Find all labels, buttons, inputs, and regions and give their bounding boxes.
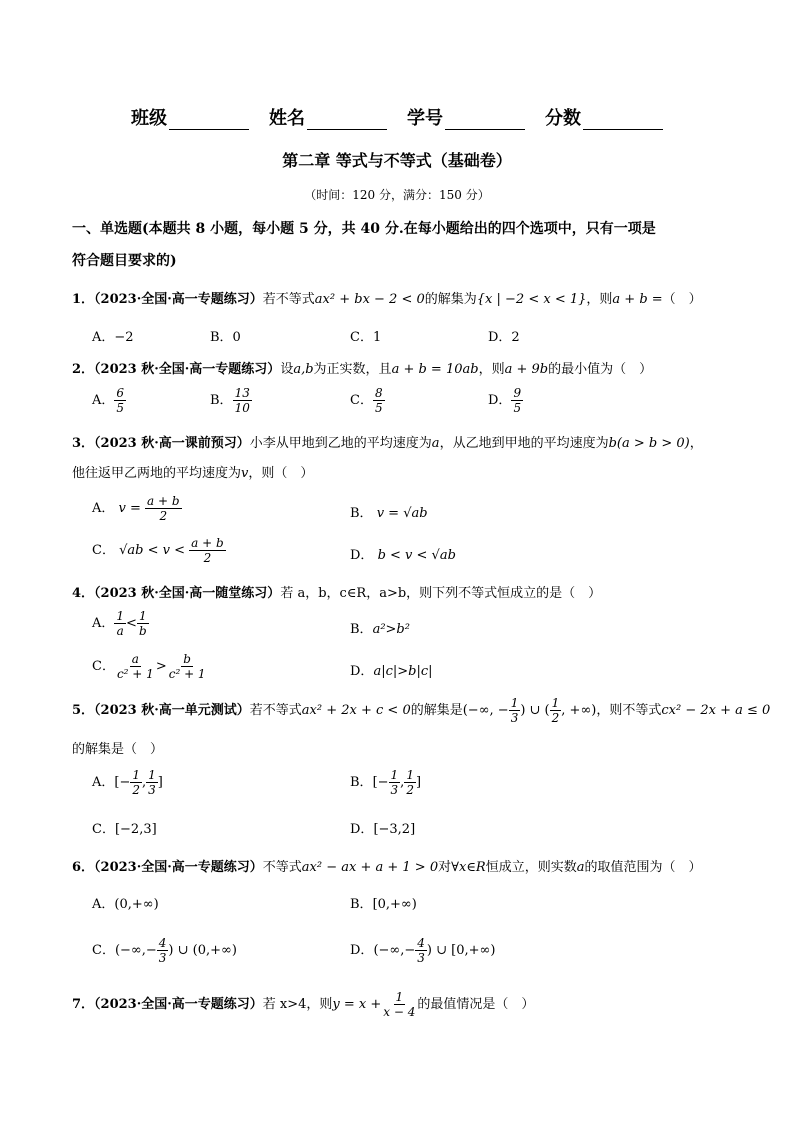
- question-5-cont: 的解集是（ ）: [72, 742, 164, 757]
- question-6: 6．（2023·全国·高一专题练习）不等式ax² − ax + a + 1 > 0对∀x∈R恒成立，则实数a的取值范围为（ ）: [72, 860, 702, 875]
- question-source: （2023 秋·高一单元测试）: [94, 703, 250, 718]
- q4-option-d[interactable]: D．a|c|>b|c|: [350, 664, 433, 679]
- student-id-field[interactable]: [407, 104, 525, 130]
- name-field[interactable]: [269, 104, 387, 130]
- question-source: （2023·全国·高一专题练习）: [94, 997, 263, 1012]
- q1-option-a[interactable]: A．−2: [92, 330, 134, 345]
- q6-option-c[interactable]: C．(−∞,− $\frac{4}{3}$ ) ∪ (0,+∞): [92, 936, 237, 965]
- question-source: （2023 秋·高一课前预习）: [94, 436, 250, 451]
- question-source: （2023 秋·全国·高一专题练习）: [94, 362, 281, 377]
- class-label: 班级: [131, 108, 167, 129]
- question-number: 7．: [72, 997, 95, 1012]
- q1-option-b[interactable]: B．0: [210, 330, 241, 345]
- question-1: 1．（2023·全国·高一专题练习）若不等式ax² + bx − 2 < 0的解集为{x | −2 < x < 1}，则a + b =（ ）: [72, 292, 702, 307]
- question-number: 2．: [72, 362, 95, 377]
- q3-option-d[interactable]: D． b < v < √ab: [350, 548, 456, 563]
- question-source: （2023 秋·全国·高一随堂练习）: [94, 586, 281, 601]
- q4-option-b[interactable]: B．a²>b²: [350, 622, 410, 637]
- question-number: 6．: [72, 860, 95, 875]
- section-heading-cont: 符合题目要求的): [72, 253, 177, 269]
- question-number: 4．: [72, 586, 95, 601]
- q2-option-d[interactable]: D． $\frac{9}{5}$: [488, 386, 522, 415]
- q5-option-a[interactable]: A．[− $\frac{1}{2}$ , $\frac{1}{3}$ ]: [92, 768, 163, 797]
- exam-info: （时间：120 分，满分：150 分）: [304, 188, 490, 202]
- q5-option-b[interactable]: B．[− $\frac{1}{3}$ , $\frac{1}{2}$ ]: [350, 768, 422, 797]
- q6-option-d[interactable]: D．(−∞,− $\frac{4}{3}$ ) ∪ [0,+∞): [350, 936, 496, 965]
- q5-option-d[interactable]: D．[−3,2]: [350, 822, 416, 837]
- q4-option-c[interactable]: C． $\frac{a}{\text{c² + 1}}$ > $\frac{b}{\text{c² + 1}}$: [92, 652, 206, 681]
- student-id-blank[interactable]: [445, 109, 525, 130]
- name-label: 姓名: [269, 108, 305, 129]
- q6-option-a[interactable]: A．(0,+∞): [92, 897, 159, 912]
- q5-option-c[interactable]: C．[−2,3]: [92, 822, 157, 837]
- q3-option-c[interactable]: C． √ab < v < $\frac{a + b}{2}$: [92, 536, 224, 565]
- score-blank[interactable]: [583, 109, 663, 130]
- question-3: 3．（2023 秋·高一课前预习）小李从甲地到乙地的平均速度为a，从乙地到甲地的平均速度为b(a > b > 0)，: [72, 436, 703, 451]
- q2-option-b[interactable]: B． $\frac{13}{10}$: [210, 386, 250, 415]
- page-title: 第二章 等式与不等式（基础卷）: [282, 151, 512, 170]
- q6-option-b[interactable]: B．[0,+∞): [350, 897, 417, 912]
- question-number: 1．: [72, 292, 95, 307]
- question-7: 7．（2023·全国·高一专题练习）若 x>4，则y = x + $\frac{1}{x - 4}$ 的最值情况是（ ）: [72, 990, 535, 1019]
- question-2: 2．（2023 秋·全国·高一专题练习）设a,b为正实数，且a + b = 10ab，则a + 9b的最小值为（ ）: [72, 362, 653, 377]
- score-field[interactable]: [545, 104, 663, 130]
- score-label: 分数: [545, 108, 581, 129]
- name-blank[interactable]: [307, 109, 387, 130]
- q1-option-c[interactable]: C．1: [350, 330, 382, 345]
- question-3-cont: 他往返甲乙两地的平均速度为v，则（ ）: [72, 466, 314, 481]
- question-4: 4．（2023 秋·全国·高一随堂练习）若 a，b，c∈R，a>b，则下列不等式恒成立的是（ ）: [72, 586, 602, 601]
- q4-option-a[interactable]: A． $\frac{1}{a}$ < $\frac{1}{b}$: [92, 609, 147, 638]
- class-field[interactable]: [131, 104, 249, 130]
- q2-option-a[interactable]: A． $\frac{6}{5}$: [92, 386, 125, 415]
- student-info-row: [0, 104, 794, 130]
- question-number: 5．: [72, 703, 95, 718]
- class-blank[interactable]: [169, 109, 249, 130]
- section-heading: 一、单选题(本题共 8 小题，每小题 5 分，共 40 分.在每小题给出的四个选项中，只有一项是: [72, 221, 656, 237]
- q3-option-b[interactable]: B． v = √ab: [350, 506, 428, 521]
- question-source: （2023·全国·高一专题练习）: [94, 292, 263, 307]
- question-5: 5．（2023 秋·高一单元测试）若不等式ax² + 2x + c < 0的解集是(−∞, − $\frac{1}{3}$ ) ∪ ( $\frac{1}{2}$ , +∞)，则不等式cx² − 2x + a ≤ 0: [72, 696, 771, 725]
- q1-option-d[interactable]: D．2: [488, 330, 520, 345]
- q3-option-a[interactable]: A． v = $\frac{a + b}{2}$: [92, 494, 180, 523]
- q2-option-c[interactable]: C． $\frac{8}{5}$: [350, 386, 383, 415]
- question-number: 3．: [72, 436, 95, 451]
- question-source: （2023·全国·高一专题练习）: [94, 860, 263, 875]
- student-id-label: 学号: [407, 108, 443, 129]
